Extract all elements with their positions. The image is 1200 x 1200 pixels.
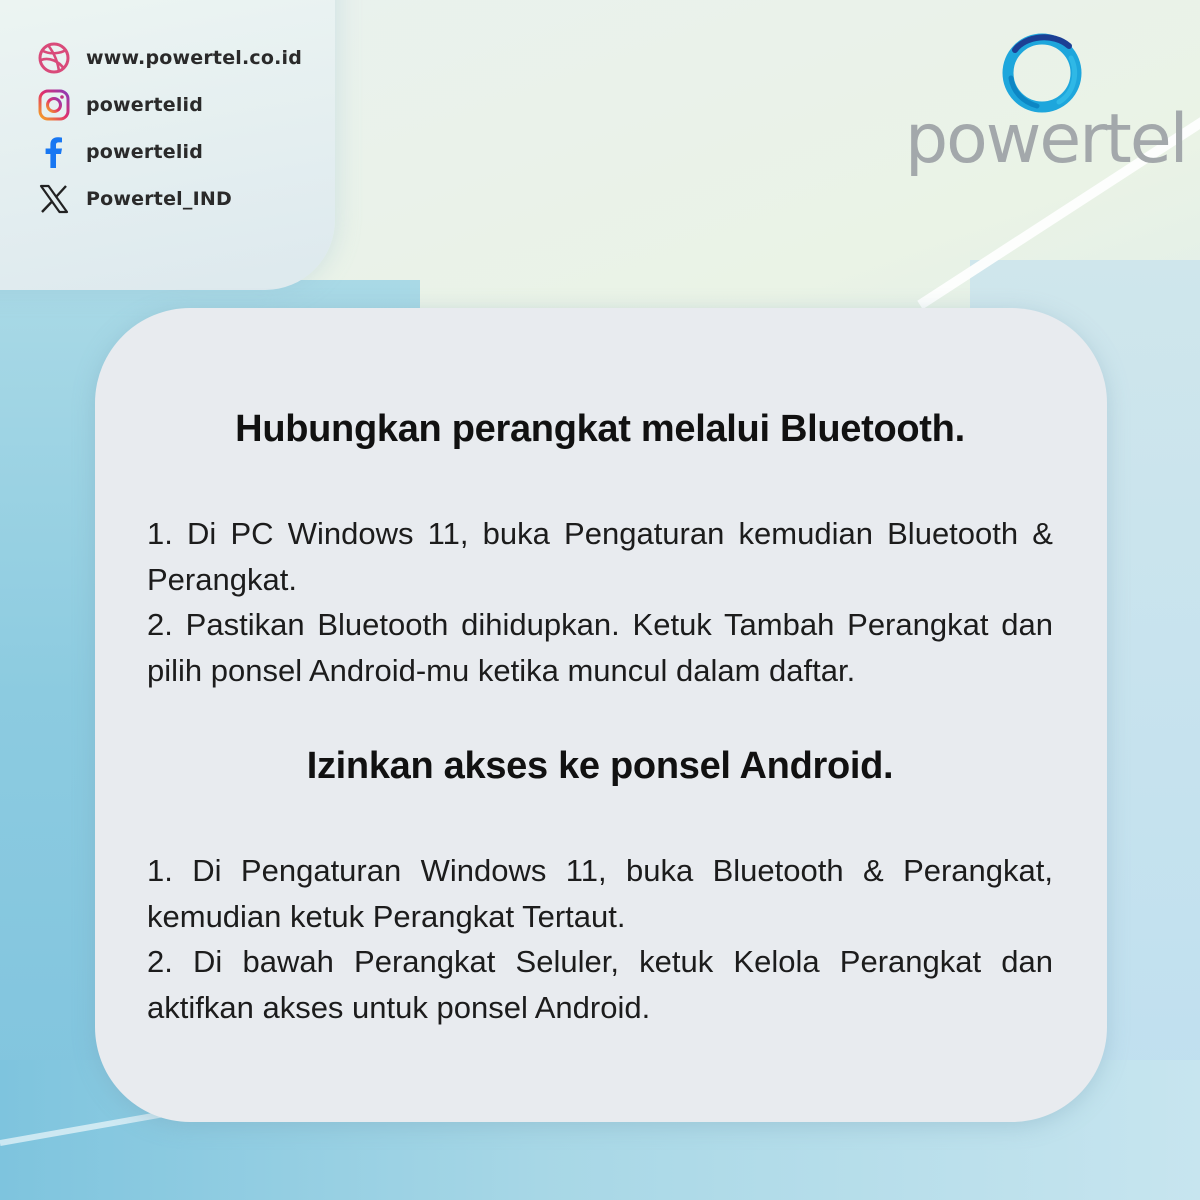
facebook-text: powertelid [86, 140, 204, 163]
instagram-text: powertelid [86, 93, 204, 116]
social-link-website[interactable] [36, 34, 302, 81]
social-link-instagram[interactable] [36, 81, 302, 128]
section-heading-android-access: Izinkan akses ke ponsel Android. [306, 745, 894, 787]
step-1-bluetooth: 1. Di PC Windows 11, buka Pengaturan kemudian Bluetooth & Perangkat. [147, 516, 1053, 597]
powertel-logo [905, 28, 1187, 179]
logo-text: powertel [905, 100, 1187, 179]
step-2-android-access: 2. Di bawah Perangkat Seluler, ketuk Kelola Perangkat dan aktifkan akses untuk ponsel Android. [147, 944, 1053, 1025]
x-icon [36, 181, 72, 217]
content-card [95, 308, 1107, 1122]
dribbble-icon [36, 40, 72, 76]
card-content [147, 408, 1053, 1030]
x-text: Powertel_IND [86, 187, 232, 210]
social-links [36, 34, 302, 222]
step-1-android-access: 1. Di Pengaturan Windows 11, buka Bluetooth & Perangkat, kemudian ketuk Perangkat Tertaut. [147, 853, 1053, 934]
instagram-icon [36, 87, 72, 123]
social-link-facebook[interactable] [36, 128, 302, 175]
website-text: www.powertel.co.id [86, 46, 303, 69]
social-link-x[interactable] [36, 175, 302, 222]
step-2-bluetooth: 2. Pastikan Bluetooth dihidupkan. Ketuk Tambah Perangkat dan pilih ponsel Android-mu ketika muncul dalam daftar. [147, 607, 1053, 688]
section-heading-bluetooth: Hubungkan perangkat melalui Bluetooth. [235, 408, 965, 450]
facebook-icon [36, 134, 72, 170]
